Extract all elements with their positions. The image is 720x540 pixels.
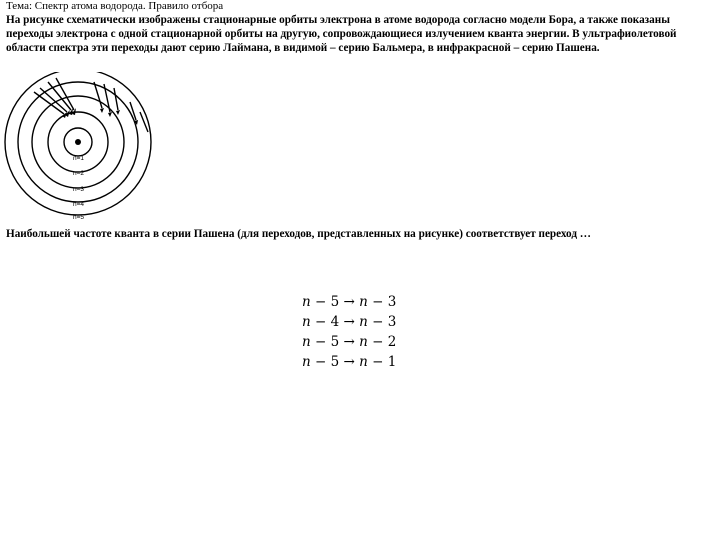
orbit-label-4: n=4 — [73, 201, 85, 208]
nucleus — [75, 139, 81, 145]
answer-option-3[interactable]: n − 5 → n − 2 — [302, 334, 397, 350]
bohr-orbits-diagram — [4, 72, 164, 224]
topic-title: Тема: Спектр атома водорода. Правило отбора — [6, 0, 224, 12]
orbit-label-2: n=2 — [73, 170, 85, 177]
problem-intro: На рисунке схематически изображены стационарные орбиты электрона в атоме водорода согласно модели Бора, а также показаны переходы электрона с одной стационарной орбиты на другую, сопровождающиеся излучением кванта энергии. В ультрафиолетовой области спектра эти переходы дают серию Лаймана, в видимой – серию Бальмера, в инфракрасной – серию Пашена. — [6, 14, 677, 54]
answer-option-1[interactable]: n − 5 → n − 3 — [302, 294, 397, 310]
answer-option-2[interactable]: n − 4 → n − 3 — [302, 314, 397, 330]
answer-option-4[interactable]: n − 5 → n − 1 — [302, 354, 397, 370]
answer-options — [302, 292, 396, 372]
orbit-label-3: n=3 — [73, 186, 85, 193]
orbit-label-5: n=5 — [73, 214, 85, 221]
question-text: Наибольшей частоте кванта в серии Пашена (для переходов, представленных на рисунке) соответствует переход … — [6, 228, 591, 240]
orbit-label-1: n=1 — [73, 155, 85, 162]
